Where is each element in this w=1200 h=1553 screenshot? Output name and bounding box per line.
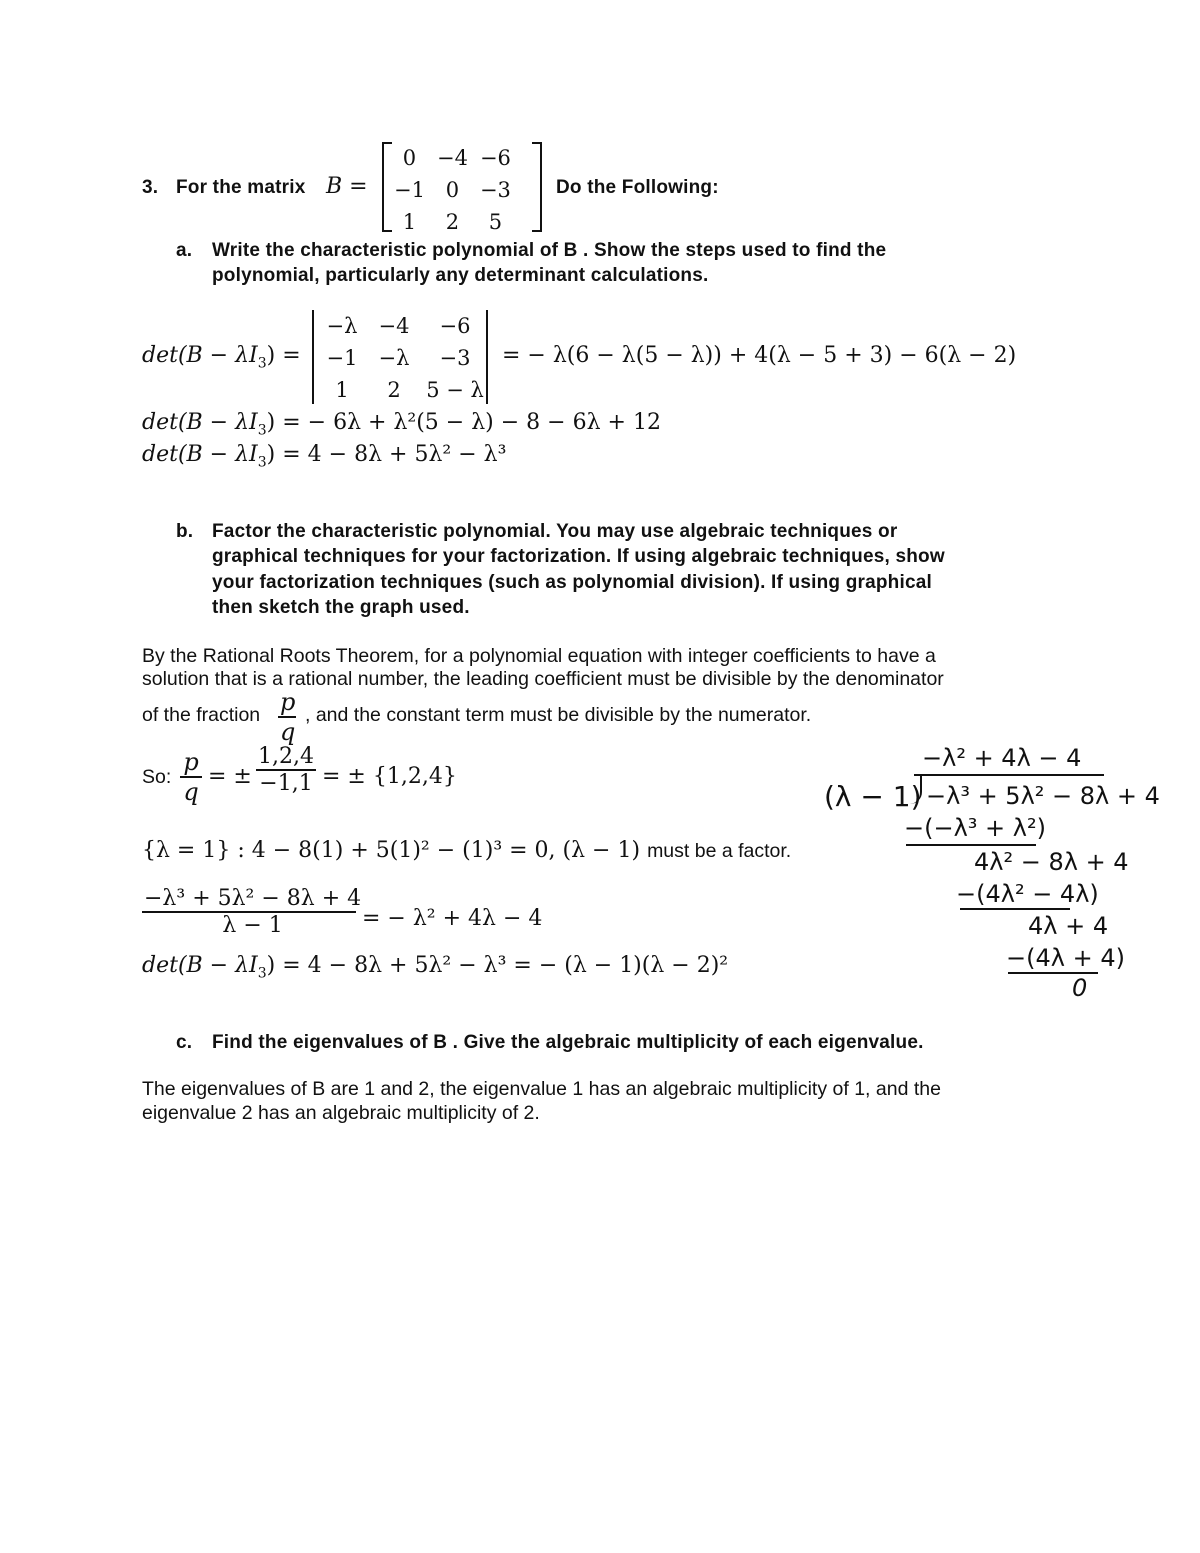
det-cell: −4 [378, 314, 410, 338]
matrix-name: B = [326, 174, 368, 199]
root-test: {λ = 1} : 4 − 8(1) + 5(1)² − (1)³ = 0, (λ − 1) must be a factor. [142, 838, 792, 863]
hand-rem2: 4λ + 4 [1028, 912, 1109, 940]
fraction-candidates: $\frac{1,2,4}{-1,1}$ [256, 744, 316, 796]
det-cell: −6 [439, 314, 471, 338]
hand-line1 [906, 844, 1036, 846]
hand-sub3: −(4λ + 4) [1006, 944, 1125, 972]
part-a-label: a. [176, 240, 193, 261]
hand-sub2: −(4λ² − 4λ) [956, 880, 1099, 908]
det-step3: $\det(B - \lambda I_3) = 4 - 8\lambda + 5\lambda^2 - \lambda^3$ [142, 442, 507, 471]
det-expansion: = − λ(6 − λ(5 − λ)) + 4(λ − 5 + 3) − 6(λ − 2) [502, 343, 1017, 368]
candidate-set: = ± {1,2,4} [322, 764, 457, 789]
fraction-p-over-q: $\frac{p}{q}$ [180, 748, 202, 806]
det-step2: $\det(B - \lambda I_3)$ = − 6λ + λ²(5 − λ) − 8 − 6λ + 12 [142, 410, 661, 439]
part-a-question-line1: Write the characteristic polynomial of B . Show the steps used to find the [212, 240, 887, 261]
det-cell: 1 [335, 378, 349, 402]
part-c-answer-line1: The eigenvalues of B are 1 and 2, the eigenvalue 1 has an algebraic multiplicity of 1, and the [142, 1078, 941, 1100]
inline-fraction-pq: $\frac{p}{q}$ [280, 688, 296, 746]
det-lhs: $\det(B - \lambda I_3)$ = [142, 343, 301, 372]
factored-polynomial: $\det(B - \lambda I_3) = 4 - 8\lambda + 5\lambda^2 - \lambda^3$ = − (λ − 1)(λ − 2)² [142, 953, 729, 982]
handwritten-long-division [810, 740, 1160, 1002]
division-bar [914, 774, 1104, 776]
matrix-cell: 1 [402, 210, 417, 234]
det-cell: 5 − λ [426, 378, 484, 402]
matrix-cell: 0 [402, 146, 417, 170]
matrix-b [382, 142, 542, 232]
matrix-cell: −6 [479, 146, 511, 170]
problem-outro: Do the Following: [556, 177, 719, 198]
plus-minus: = ± [208, 764, 252, 789]
hand-rem3: 0 [1072, 974, 1088, 1002]
hand-dividend: −λ³ + 5λ² − 8λ + 4 [926, 782, 1160, 810]
part-b-question-line: graphical techniques for your factorization. If using algebraic techniques, show [212, 546, 945, 567]
hand-line2 [960, 908, 1070, 910]
hand-divisor: (λ − 1) [824, 780, 922, 813]
problem-intro: For the matrix [176, 177, 306, 198]
det-cell: 2 [387, 378, 401, 402]
part-c-question: Find the eigenvalues of B . Give the algebraic multiplicity of each eigenvalue. [212, 1032, 924, 1053]
matrix-cell: −1 [394, 178, 425, 202]
part-a-question-line2: polynomial, particularly any determinant calculations. [212, 265, 709, 286]
part-b-label: b. [176, 521, 194, 542]
det-cell: −3 [439, 346, 471, 370]
part-c-answer-line2: eigenvalue 2 has an algebraic multiplicity of 2. [142, 1102, 540, 1124]
rrt-paragraph-line3-end: , and the constant term must be divisible by the numerator. [305, 704, 812, 726]
matrix-cell: 2 [445, 210, 460, 234]
matrix-cell: −4 [436, 146, 468, 170]
matrix-cell: 0 [445, 178, 460, 202]
division-result: = − λ² + 4λ − 4 [362, 906, 543, 931]
rrt-paragraph-line3: of the fraction [142, 704, 261, 726]
so-label: So: [142, 766, 172, 788]
det-cell: −1 [326, 346, 358, 370]
det-cell: −λ [378, 346, 410, 370]
det-matrix [310, 310, 490, 406]
det-matrix-table [316, 310, 490, 406]
part-b-question-line: then sketch the graph used. [212, 597, 470, 618]
part-b-question-line: your factorization techniques (such as polynomial division). If using graphical [212, 572, 932, 593]
rrt-paragraph-line1: By the Rational Roots Theorem, for a polynomial equation with integer coefficients to have a [142, 645, 936, 667]
part-c-label: c. [176, 1032, 193, 1053]
hand-quotient: −λ² + 4λ − 4 [922, 744, 1082, 772]
matrix-cell: −3 [479, 178, 511, 202]
problem-number: 3. [142, 177, 159, 198]
hand-rem1: 4λ² − 8λ + 4 [974, 848, 1129, 876]
det-cell: −λ [326, 314, 358, 338]
hand-sub1: −(−λ³ + λ²) [904, 814, 1046, 842]
matrix-cell: 5 [488, 210, 503, 234]
part-b-question-line: Factor the characteristic polynomial. You may use algebraic techniques or [212, 521, 898, 542]
matrix-b-table [388, 142, 517, 238]
rrt-paragraph-line2: solution that is a rational number, the leading coefficient must be divisible by the denominator [142, 668, 944, 690]
division-fraction: $\frac{\text{−λ³ + 5λ² − 8λ + 4}}{\lambda - 1}$ [144, 886, 362, 938]
